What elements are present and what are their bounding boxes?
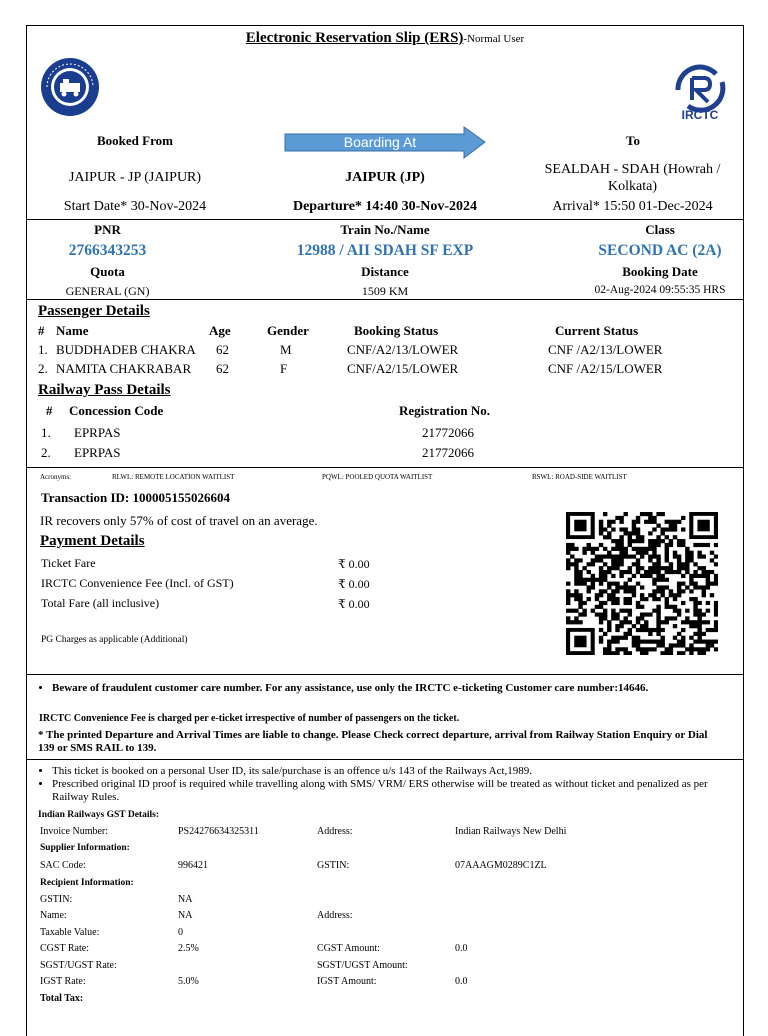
row-num: 2. <box>41 445 51 460</box>
cgst-rate: 2.5% <box>178 943 199 954</box>
total-fare-label: Total Fare (all inclusive) <box>41 596 160 610</box>
departure-time: Departure* 14:40 30-Nov-2024 <box>292 199 478 214</box>
rules-list <box>38 765 720 804</box>
svg-text:IRCTC: IRCTC <box>681 108 719 122</box>
address-value: Indian Railways New Delhi <box>455 826 567 837</box>
acronyms-label: Acronyms: <box>40 473 72 481</box>
cgst-rate-label: CGST Rate: <box>40 943 89 954</box>
booking-status: CNF/A2/15/LOWER <box>347 361 459 376</box>
booking-date-value: 02-Aug-2024 09:55:35 HRS <box>594 284 726 296</box>
quota-value: GENERAL (GN) <box>65 284 150 298</box>
igst-rate-label: IGST Rate: <box>40 976 86 987</box>
gstin-label: GSTIN: <box>317 860 350 871</box>
booked-from-label: Booked From <box>97 133 173 148</box>
booking-status: CNF/A2/13/LOWER <box>347 342 459 357</box>
current-status: CNF /A2/15/LOWER <box>548 361 663 376</box>
list-item: • This ticket is booked on a personal User ID, its sale/purchase is an offence u/s 143 of the Railways Act,1989. <box>52 765 720 778</box>
list-item: • Prescribed original ID proof is required while travelling along with SMS/ VRM/ ERS otherwise will be treated as without ticket and penalized as per Railway Rules. <box>52 778 720 804</box>
ers-title: Electronic Reservation Slip (ERS)-Normal User <box>245 30 525 46</box>
invoice-label: Invoice Number: <box>40 826 109 837</box>
to-label: To <box>626 133 640 148</box>
current-status: CNF /A2/13/LOWER <box>548 342 663 357</box>
passenger-details-title: Passenger Details <box>38 303 150 319</box>
passenger-name: NAMITA CHAKRABAR <box>56 361 192 376</box>
qr-code <box>566 512 718 655</box>
cgst-amount-label: CGST Amount: <box>317 943 380 954</box>
concession-code: EPRPAS <box>74 425 121 440</box>
supplier-info-title: Supplier Information: <box>40 843 130 853</box>
registration-no: 21772066 <box>422 445 474 460</box>
passenger-gender: F <box>280 361 288 376</box>
convenience-fee-value: ₹ 0.00 <box>338 577 370 591</box>
divider <box>26 674 744 675</box>
address-label: Address: <box>317 826 353 837</box>
indian-railways-seal-icon <box>39 57 101 117</box>
row-num: 1. <box>38 342 48 357</box>
payment-details-title: Payment Details <box>40 533 145 549</box>
col-concession-code: Concession Code <box>69 403 164 418</box>
col-age: Age <box>209 323 231 338</box>
col-registration-no: Registration No. <box>399 403 490 418</box>
row-num: 2. <box>38 361 48 376</box>
passenger-age: 62 <box>216 361 229 376</box>
invoice-number: PS24276634325311 <box>178 826 259 837</box>
col-current-status: Current Status <box>555 323 639 338</box>
igst-rate: 5.0% <box>178 976 199 987</box>
recipient-gstin: NA <box>178 894 193 905</box>
igst-amount: 0.0 <box>455 976 468 987</box>
recipient-name-label: Name: <box>40 910 67 921</box>
gst-title: Indian Railways GST Details: <box>38 810 159 820</box>
taxable-value-label: Taxable Value: <box>40 927 100 938</box>
arrival-time: Arrival* 15:50 01-Dec-2024 <box>552 199 713 214</box>
sac-code: 996421 <box>178 860 208 871</box>
quota-label: Quota <box>90 264 125 279</box>
ir-recovery-note: IR recovers only 57% of cost of travel on an average. <box>40 513 318 528</box>
class-label: Class <box>645 222 675 237</box>
row-num: 1. <box>41 425 51 440</box>
ticket-fare-label: Ticket Fare <box>41 556 96 570</box>
beware-notice: • Beware of fraudulent customer care number. For any assistance, use only the IRCTC e-ticketing Customer care number:14646. <box>38 682 718 695</box>
cgst-amount: 0.0 <box>455 943 468 954</box>
passenger-name: BUDDHADEB CHAKRA <box>56 342 196 357</box>
class-value: SECOND AC (2A) <box>598 242 722 259</box>
to-station: SEALDAH - SDAH (Howrah / Kolkata) <box>544 162 721 194</box>
distance-value: 1509 KM <box>361 284 409 298</box>
recipient-address-label: Address: <box>317 910 353 921</box>
convenience-fee-notice: IRCTC Convenience Fee is charged per e-ticket irrespective of number of passengers on the ticket. <box>39 713 460 724</box>
igst-amount-label: IGST Amount: <box>317 976 377 987</box>
gstin-value: 07AAAGM0289C1ZL <box>455 860 547 871</box>
boarding-station: JAIPUR (JP) <box>345 170 425 185</box>
transaction-id: Transaction ID: 100005155026604 <box>41 490 230 505</box>
start-date: Start Date* 30-Nov-2024 <box>63 199 207 214</box>
boarding-at-label: Boarding At <box>343 134 417 150</box>
ticket-fare-value: ₹ 0.00 <box>338 557 370 571</box>
passenger-age: 62 <box>216 342 229 357</box>
divider <box>26 219 744 220</box>
sgst-rate-label: SGST/UGST Rate: <box>40 960 117 971</box>
recipient-info-title: Recipient Information: <box>40 878 134 888</box>
distance-label: Distance <box>361 264 409 279</box>
acronym-pqwl: PQWL: POOLED QUOTA WAITLIST <box>322 473 433 481</box>
col-booking-status: Booking Status <box>354 323 439 338</box>
train-value: 12988 / AII SDAH SF EXP <box>296 242 474 259</box>
passenger-gender: M <box>280 342 292 357</box>
pnr-value: 2766343253 <box>68 242 147 259</box>
col-name: Name <box>56 323 89 338</box>
sgst-amount-label: SGST/UGST Amount: <box>317 960 408 971</box>
divider <box>26 467 744 468</box>
taxable-value: 0 <box>178 927 183 938</box>
registration-no: 21772066 <box>422 425 474 440</box>
convenience-fee-label: IRCTC Convenience Fee (Incl. of GST) <box>41 576 234 590</box>
railway-pass-title: Railway Pass Details <box>38 382 171 398</box>
divider <box>26 759 744 760</box>
acronym-rswl: RSWL: ROAD-SIDE WAITLIST <box>532 473 627 481</box>
pg-charges-note: PG Charges as applicable (Additional) <box>41 635 188 645</box>
train-label: Train No./Name <box>340 222 430 237</box>
pnr-label: PNR <box>94 222 121 237</box>
col-gender: Gender <box>267 323 309 338</box>
col-num: # <box>46 403 53 418</box>
irctc-logo-icon <box>668 64 732 122</box>
total-tax-label: Total Tax: <box>40 993 84 1004</box>
recipient-name: NA <box>178 910 193 921</box>
col-num: # <box>38 323 45 338</box>
sac-label: SAC Code: <box>40 860 86 871</box>
divider <box>26 299 744 300</box>
total-fare-value: ₹ 0.00 <box>338 597 370 611</box>
concession-code: EPRPAS <box>74 445 121 460</box>
booking-date-label: Booking Date <box>622 264 698 279</box>
recipient-gstin-label: GSTIN: <box>40 894 73 905</box>
times-notice: * The printed Departure and Arrival Times are liable to change. Please Check correct departure, arrival from Railway Station Enquiry or Dial 139 or SMS RAIL to 139. <box>38 729 708 754</box>
from-station: JAIPUR - JP (JAIPUR) <box>68 170 202 185</box>
acronym-rlwl: RLWL: REMOTE LOCATION WAITLIST <box>112 473 235 481</box>
